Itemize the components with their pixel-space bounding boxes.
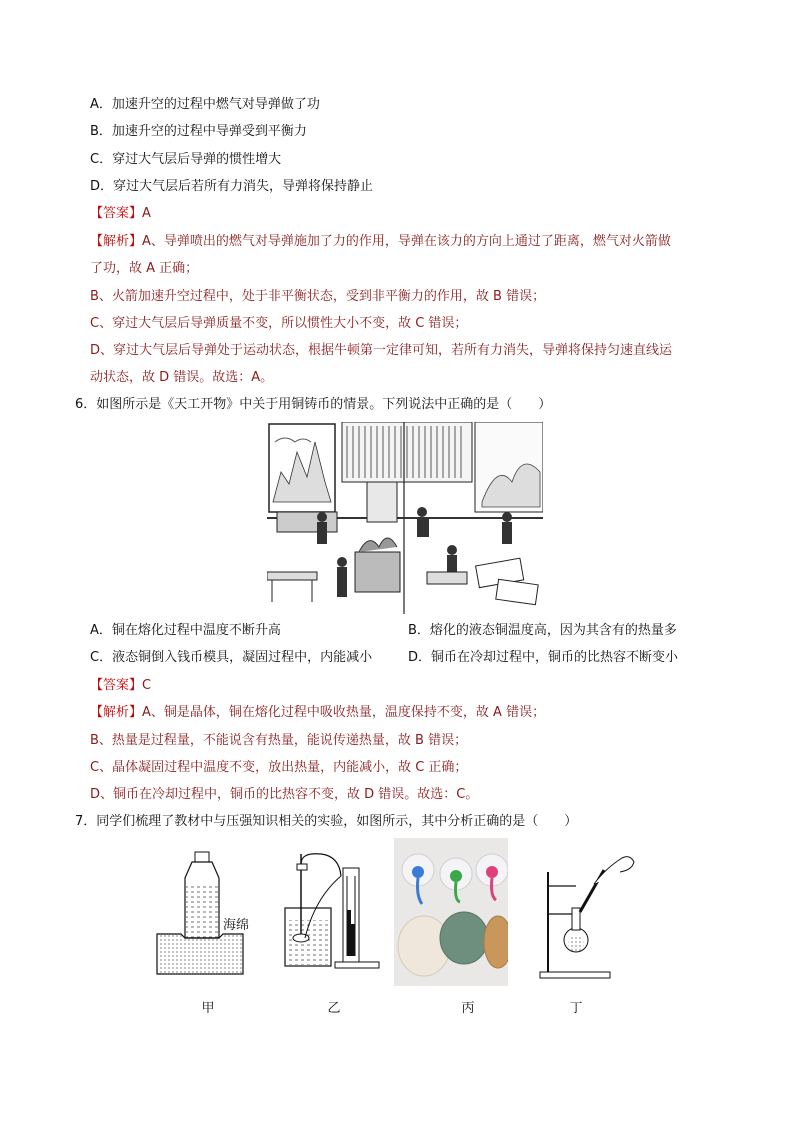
q7-stem: 7．同学们梳理了教材中与压强知识相关的实验，如图所示，其中分析正确的是（ ） [75, 814, 578, 829]
flask-stand-figure [534, 852, 638, 984]
answer-tag: 【答案】 [90, 206, 143, 221]
analysis-text: A、导弹喷出的燃气对导弹施加了力的作用，导弹在该力的方向上通过了距离，燃气对火箭做 [142, 234, 671, 249]
q6-option-a: A．铜在熔化过程中温度不断升高 [90, 623, 281, 638]
q6-analysis-line: C、晶体凝固过程中温度不变，放出热量，内能减小，故 C 正确； [90, 760, 468, 775]
analysis-tag: 【解析】 [90, 705, 143, 720]
bottle-on-sponge-figure [155, 850, 265, 976]
q5-option-c: C．穿过大气层后导弹的惯性增大 [90, 152, 282, 167]
q5-option-d: D．穿过大气层后若所有力消失，导弹将保持静止 [90, 179, 374, 194]
q6-option-c: C．液态铜倒入钱币模具，凝固过程中，内能减小 [90, 650, 373, 665]
q6-analysis-line: B、热量是过程量，不能说含有热量，能说传递热量，故 B 错误； [90, 733, 468, 748]
pressure-gauge-figure [283, 848, 383, 976]
q5-analysis-line: B、火箭加速升空过程中，处于非平衡状态，受到非平衡力的作用，故 B 错误； [90, 289, 546, 304]
answer-value: A [142, 206, 151, 221]
q6-analysis-line: D、铜币在冷却过程中，铜币的比热容不变，故 D 错误。故选：C。 [90, 787, 479, 802]
q5-analysis-line: D、穿过大气层后导弹处于运动状态，根据牛顿第一定律可知，若所有力消失，导弹将保持匀速直线运 [90, 343, 673, 358]
caption-yi: 乙 [327, 1001, 341, 1016]
q6-option-d: D．铜币在冷却过程中，铜币的比热容不断变小 [408, 650, 679, 665]
q5-analysis-line: 了功，故 A 正确； [90, 261, 199, 276]
analysis-text: A、铜是晶体，铜在熔化过程中吸收热量，温度保持不变，故 A 错误； [142, 705, 546, 720]
q6-analysis-line [90, 703, 545, 723]
q6-option-b: B．熔化的液态铜温度高，因为其含有的热量多 [408, 623, 677, 638]
caption-ding: 丁 [569, 1001, 583, 1016]
analysis-tag: 【解析】 [90, 234, 143, 249]
q6-stem: 6．如图所示是《天工开物》中关于用铜铸币的情景。下列说法中正确的是（ ） [75, 397, 552, 412]
q5-option-b: B．加速升空的过程中导弹受到平衡力 [90, 124, 307, 139]
q5-answer [90, 204, 151, 224]
q5-analysis-line: C、穿过大气层后导弹质量不变，所以惯性大小不变，故 C 错误； [90, 316, 468, 331]
q5-option-a: A．加速升空的过程中燃气对导弹做了功 [90, 97, 320, 112]
sponge-label: 海绵 [223, 918, 250, 933]
q5-analysis-line: 动状态，故 D 错误。故选：A。 [90, 370, 274, 385]
caption-jia: 甲 [201, 1001, 215, 1016]
answer-value: C [142, 678, 152, 693]
suction-hooks-photo [394, 838, 508, 986]
coin-casting-illustration [267, 422, 543, 614]
q5-analysis-line [90, 232, 671, 252]
caption-bing: 丙 [461, 1001, 475, 1016]
q6-answer [90, 676, 151, 696]
answer-tag: 【答案】 [90, 678, 143, 693]
